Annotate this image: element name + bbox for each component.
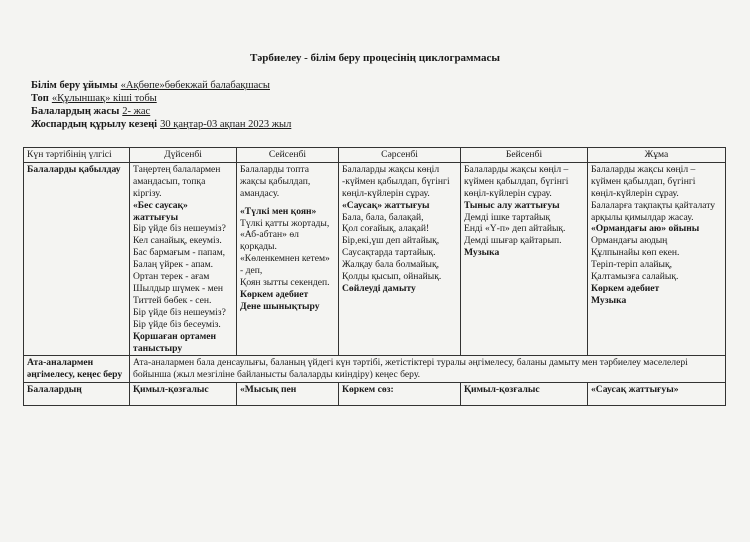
cell-thursday: Қимыл-қозғалыс bbox=[461, 383, 588, 406]
cell-parents-text: Ата-аналармен бала денсаулығы, баланың үйдегі күн тәртібі, жетістіктері туралы әңгімелесу, баланы дамыту мен тәрбиелеу мәселелері бойынша (жыл мезгіліне байланысты балаларды киіндіру) кеңес беру. bbox=[130, 356, 726, 383]
cell-text: Демді шығар қайтарып. bbox=[464, 235, 562, 247]
cell-friday bbox=[588, 162, 726, 356]
cell-text: Жалқау бала болмайық, bbox=[342, 259, 440, 271]
cell-text: Енді «Ү-п» деп айтайық. bbox=[464, 223, 566, 235]
header-cell-wednesday: Сәрсенбі bbox=[339, 148, 461, 163]
row-label: Ата-аналармен әңгімелесу, кеңес беру bbox=[24, 356, 130, 383]
subject-label: Музыка bbox=[464, 247, 500, 259]
header-cell-tuesday: Сейсенбі bbox=[237, 148, 339, 163]
cell-text: Бір үйде біз нешеуміз? bbox=[133, 223, 226, 235]
exercise-title: Тыныс алу жаттығуы bbox=[464, 199, 560, 211]
exercise-title: «Саусақ» жаттығуы bbox=[342, 199, 430, 211]
game-title: «Ормандағы аю» ойыны bbox=[591, 223, 700, 235]
cell-text: Бір,екі,үш деп айтайық, bbox=[342, 235, 440, 247]
cell-text: Қалтамызға салайық. bbox=[591, 271, 679, 283]
cell-friday: «Саусақ жаттығуы» bbox=[588, 383, 726, 406]
cell-text: Бір үйде біз нешеуміз? bbox=[133, 306, 226, 318]
table-row-parents bbox=[24, 356, 726, 383]
cell-text: Демді ішке тартайық bbox=[464, 211, 551, 223]
header-cell-friday: Жұма bbox=[588, 148, 726, 163]
cell-tuesday: «Мысық пен bbox=[237, 383, 339, 406]
cell-text: Бас бармағым - папам, bbox=[133, 247, 226, 259]
table-row-reception bbox=[24, 162, 726, 356]
info-label: Жоспардың құрылу кезеңі bbox=[31, 119, 158, 130]
cell-text: «Аб-абтан» өл қорқады. bbox=[240, 229, 299, 253]
exercise-title: «Бес саусақ» жаттығуы bbox=[133, 199, 188, 223]
cell-wednesday bbox=[339, 162, 461, 356]
info-value: 30 қаңтар-03 ақпан 2023 жыл bbox=[160, 119, 292, 130]
cell-monday: Қимыл-қозғалыс bbox=[130, 383, 237, 406]
info-line-period bbox=[31, 118, 291, 131]
info-value: «Ақбөпе»бөбекжай балабақшасы bbox=[120, 80, 270, 91]
cell-text: Қол соғайық, алақай! bbox=[342, 223, 430, 235]
row-label: Балалардың bbox=[24, 383, 130, 406]
cell-text: Балаларға тақпақты қайталату арқылы қимылдар жасау. bbox=[591, 199, 716, 223]
cell-wednesday: Көркем сөз: bbox=[339, 383, 461, 406]
cell-text: Құлпынайы көп екен. bbox=[591, 247, 680, 259]
row-label: Балаларды қабылдау bbox=[24, 162, 130, 356]
info-value: «Құлыншақ» кіші тобы bbox=[51, 93, 157, 104]
cell-text: Саусақтарда тартайық. bbox=[342, 247, 436, 259]
cell-tuesday bbox=[237, 162, 339, 356]
cell-text: Кел санайық, екеуміз. bbox=[133, 235, 222, 247]
cell-text: Бала, бала, балақай, bbox=[342, 211, 424, 223]
header-cell-routine: Күн тәртібінің үлгісі bbox=[24, 148, 130, 163]
cell-text: Бір үйде біз бесеуміз. bbox=[133, 318, 221, 330]
subject-label: Көркем әдебиет bbox=[240, 288, 309, 300]
subject-label: Сөйлеуді дамыту bbox=[342, 282, 416, 294]
table-header-row bbox=[24, 148, 726, 163]
cell-text: Ортан терек - ағам bbox=[133, 271, 210, 283]
cell-text: Балаң үйрек - апам. bbox=[133, 259, 214, 271]
exercise-title: «Түлкі мен қоян» bbox=[240, 205, 317, 217]
cell-thursday bbox=[461, 162, 588, 356]
schedule-table bbox=[23, 147, 726, 406]
header-cell-thursday: Бейсенбі bbox=[461, 148, 588, 163]
cell-text: Балаларды жақсы көңіл – күймен қабылдап, бүгінгі көңіл-күйлерін сұрау. bbox=[591, 163, 696, 199]
cell-text: Қолды қысып, ойнайық. bbox=[342, 271, 442, 283]
info-line-organization bbox=[31, 79, 270, 92]
info-line-age bbox=[31, 105, 150, 118]
header-cell-monday: Дүйсенбі bbox=[130, 148, 237, 163]
cell-text: Түлкі қатты жортады, bbox=[240, 217, 330, 229]
info-value: 2- жас bbox=[122, 106, 151, 117]
subject-label: Дене шынықтыру bbox=[240, 300, 320, 312]
cell-text: Таңертең балалармен амандасып, топқа кіргізу. bbox=[133, 163, 221, 199]
cell-text: Ормандағы аюдың bbox=[591, 235, 668, 247]
info-line-group bbox=[31, 92, 157, 105]
subject-label: Қоршаған ортамен таныстыру bbox=[133, 330, 217, 354]
info-label: Балалардың жасы bbox=[31, 106, 120, 117]
cell-monday bbox=[130, 162, 237, 356]
cell-text: Шылдыр шүмек - мен bbox=[133, 282, 224, 294]
cell-text: Балаларды жақсы көңіл – күймен қабылдап, бүгінгі көңіл-күйлерін сұрау. bbox=[464, 163, 569, 199]
info-label: Топ bbox=[31, 93, 49, 104]
info-label: Білім беру ұйымы bbox=[31, 80, 118, 91]
subject-label: Көркем әдебиет bbox=[591, 282, 660, 294]
document-title: Тәрбиелеу - білім беру процесінің циклограммасы bbox=[250, 52, 500, 64]
cell-text: Балаларды топта жақсы қабылдап, амандасу. bbox=[240, 163, 311, 199]
cell-text: Теріп-теріп алайық, bbox=[591, 259, 673, 271]
table-row-activity bbox=[24, 383, 726, 406]
cell-text: «Көленкемнен кетем» - деп, bbox=[240, 253, 330, 277]
cell-text: Қоян зытты секендеп. bbox=[240, 277, 330, 289]
cell-text: Балаларды жақсы көңіл -күймен қабылдап, бүгінгі көңіл-күйлерін сұрау. bbox=[342, 163, 450, 199]
cell-text: Титтей бөбек - сен. bbox=[133, 294, 212, 306]
subject-label: Музыка bbox=[591, 294, 627, 306]
